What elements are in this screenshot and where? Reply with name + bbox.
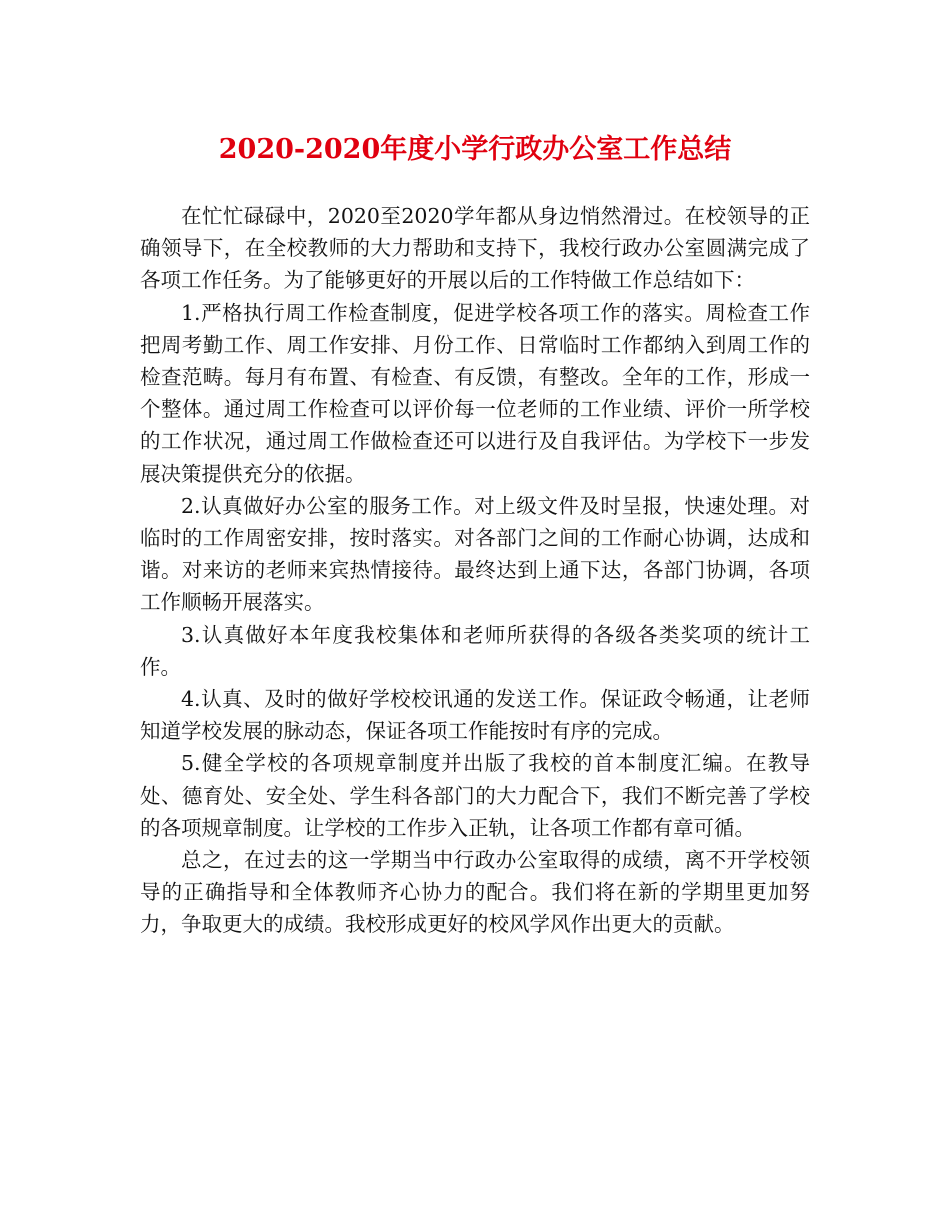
paragraph-item-5: 5.健全学校的各项规章制度并出版了我校的首本制度汇编。在教导处、德育处、安全处、学生科各部门的大力配合下，我们不断完善了学校的各项规章制度。让学校的工作步入正轨，让各项工作都有章可循。 [140, 751, 810, 840]
paragraph-item-1: 1.严格执行周工作检查制度，促进学校各项工作的落实。周检查工作把周考勤工作、周工作安排、月份工作、日常临时工作都纳入到周工作的检查范畴。每月有布置、有检查、有反馈，有整改。全年的工作，形成一个整体。通过周工作检查可以评价每一位老师的工作业绩、评价一所学校的工作状况，通过周工作做检查还可以进行及自我评估。为学校下一步发展决策提供充分的依据。 [140, 300, 810, 486]
intro-paragraph: 在忙忙碌碌中，2020至2020学年都从身边悄然滑过。在校领导的正确领导下，在全校教师的大力帮助和支持下，我校行政办公室圆满完成了各项工作任务。为了能够更好的开展以后的工作特做工作总结如下： [140, 204, 810, 293]
conclusion-paragraph: 总之，在过去的这一学期当中行政办公室取得的成绩，离不开学校领导的正确指导和全体教师齐心协力的配合。我们将在新的学期里更加努力，争取更大的成绩。我校形成更好的校风学风作出更大的贡献。 [140, 848, 810, 937]
document-title: 2020-2020年度小学行政办公室工作总结 [218, 134, 732, 165]
document-body [140, 200, 810, 941]
paragraph-item-3: 3.认真做好本年度我校集体和老师所获得的各级各类奖项的统计工作。 [140, 622, 810, 679]
paragraph-item-2: 2.认真做好办公室的服务工作。对上级文件及时呈报，快速处理。对临时的工作周密安排，按时落实。对各部门之间的工作耐心协调，达成和谐。对来访的老师来宾热情接待。最终达到上通下达，各部门协调，各项工作顺畅开展落实。 [140, 493, 810, 615]
paragraph-item-4: 4.认真、及时的做好学校校讯通的发送工作。保证政令畅通，让老师知道学校发展的脉动态，保证各项工作能按时有序的完成。 [140, 687, 810, 744]
